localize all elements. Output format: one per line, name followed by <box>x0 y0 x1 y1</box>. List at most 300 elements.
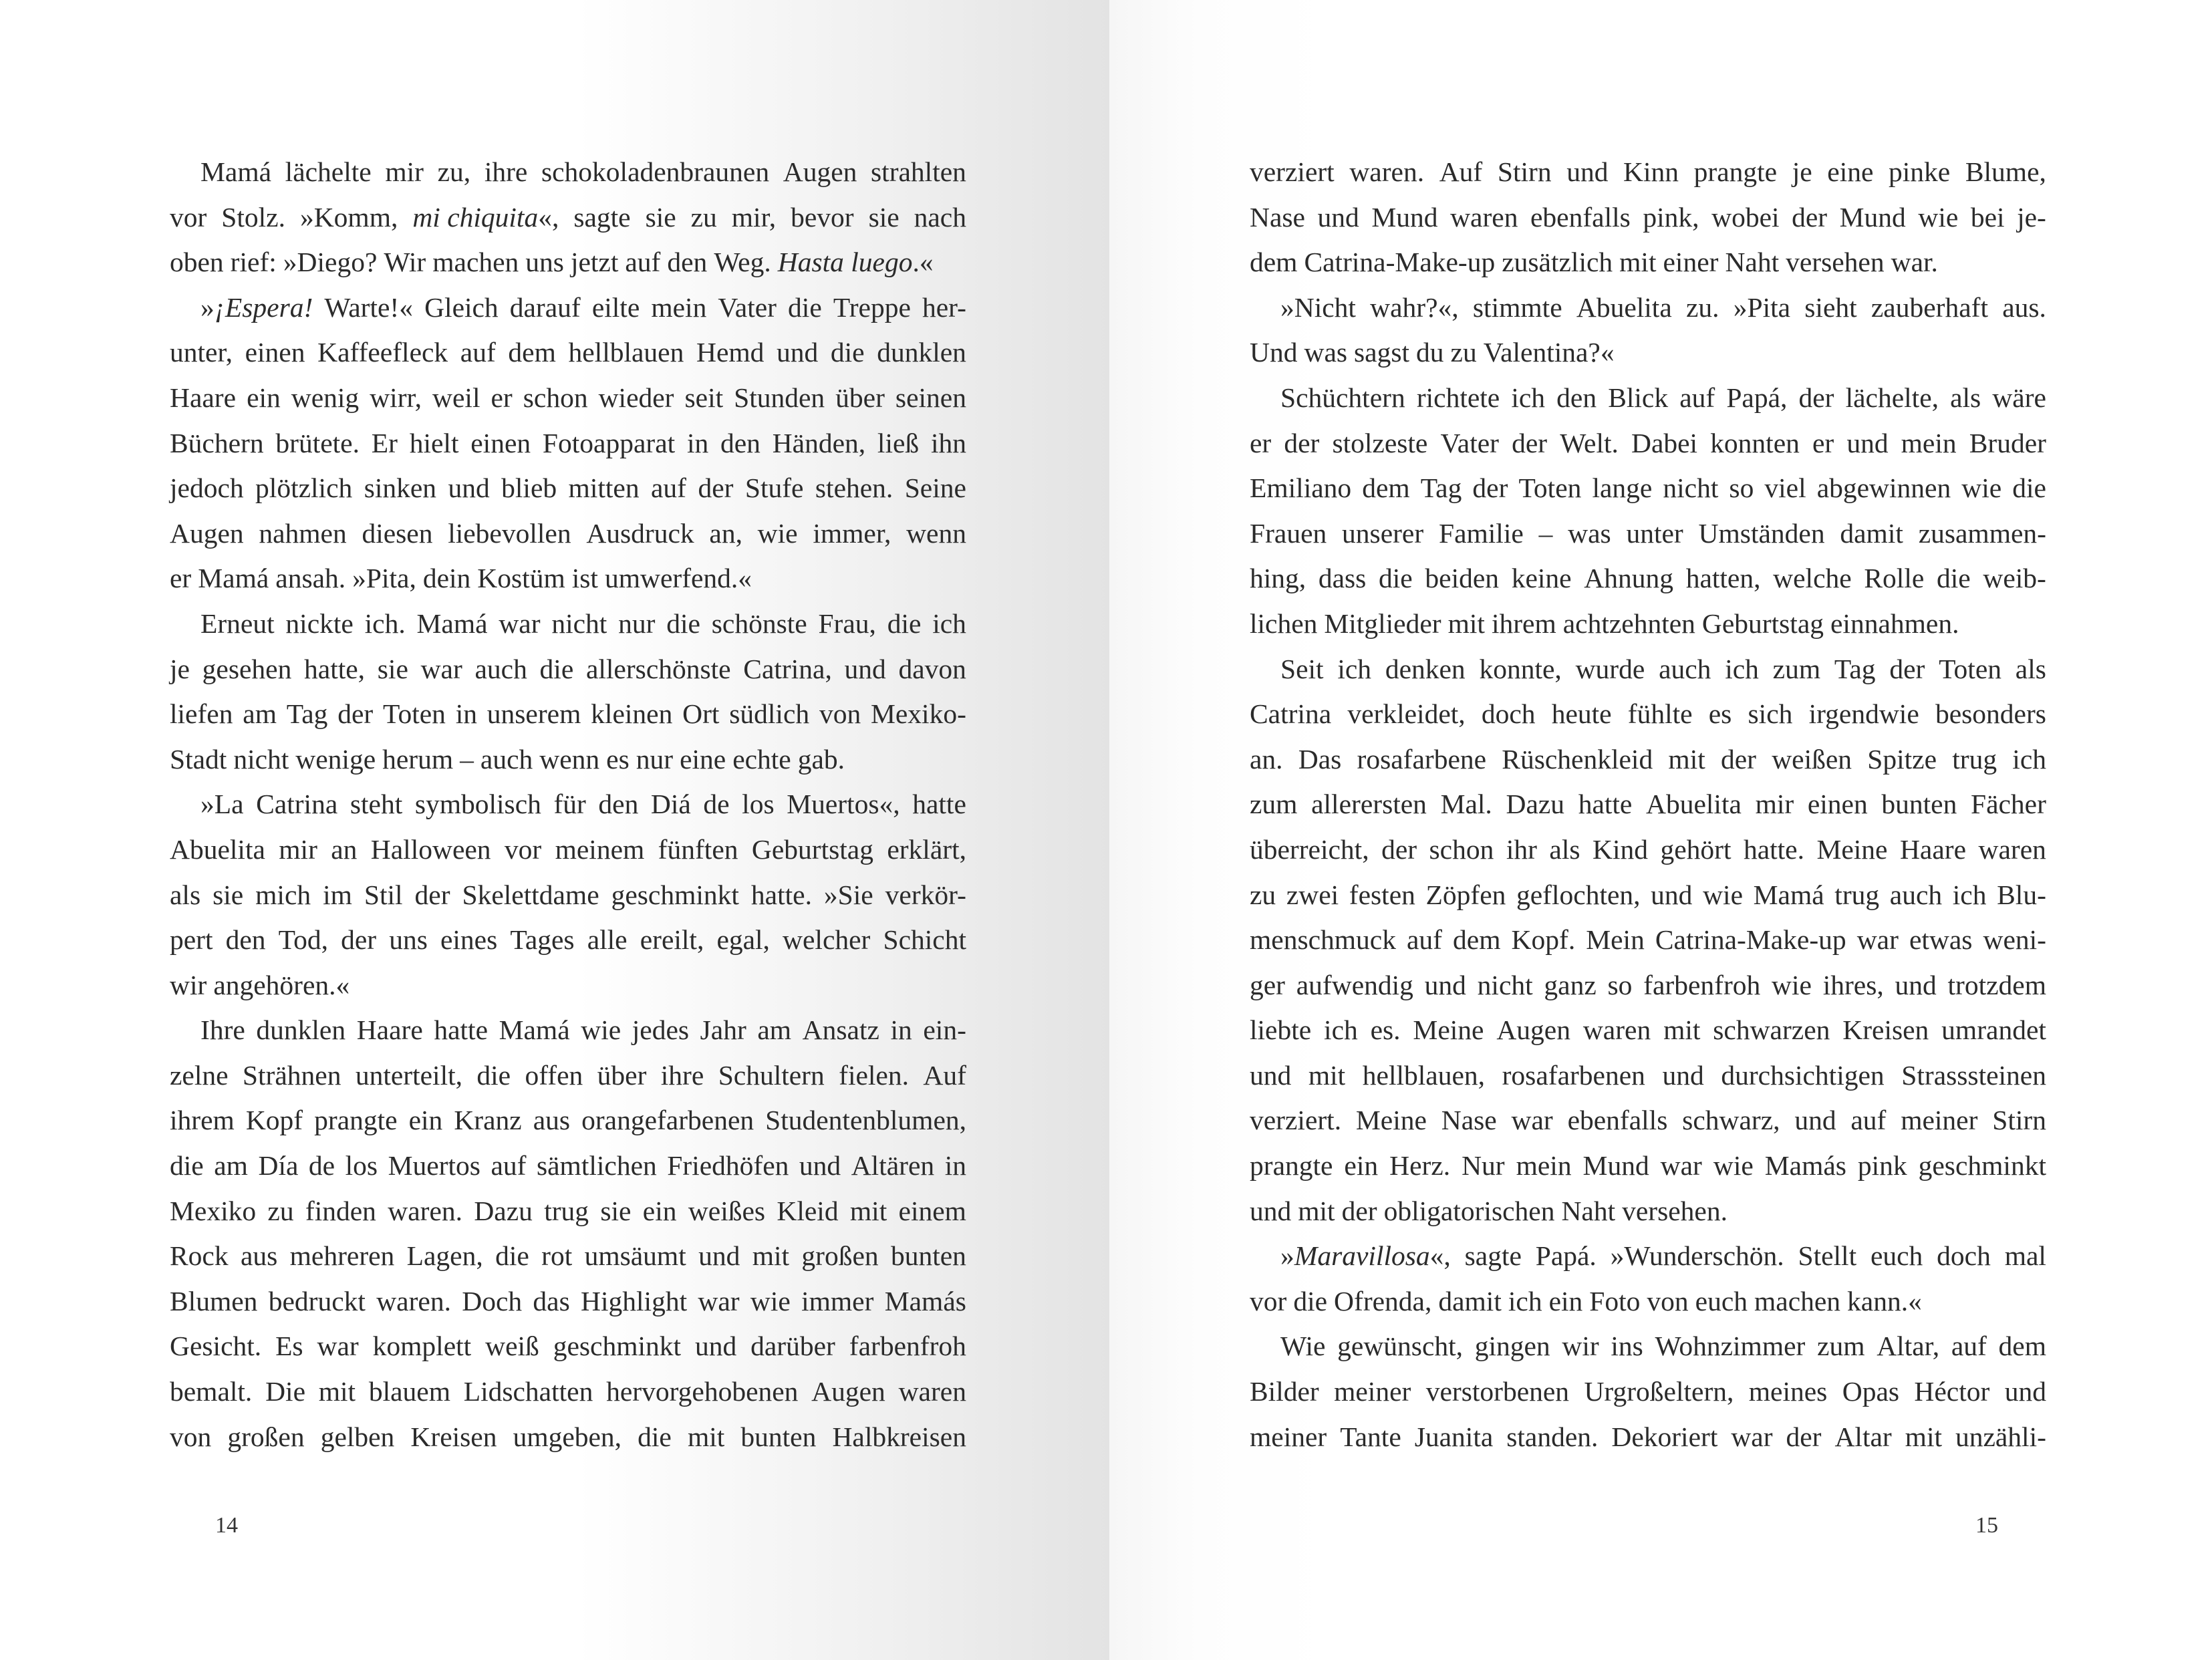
word: Opas <box>1842 1376 1900 1407</box>
word: einen <box>1807 789 1868 820</box>
word: der <box>341 924 377 956</box>
word: mit <box>1447 607 1485 639</box>
word: hatte <box>912 789 966 820</box>
word: allerersten <box>1311 789 1427 820</box>
word: Altar, <box>1877 1331 1940 1362</box>
text-line <box>1250 195 2046 241</box>
word: etwas <box>1909 924 1973 956</box>
text-line <box>1250 1324 2046 1369</box>
word: sagst <box>1354 337 1410 368</box>
text-line <box>1250 511 2046 557</box>
word: Mund <box>1839 201 1906 233</box>
word: ich <box>1324 1014 1358 1046</box>
word: damit <box>1840 517 1903 549</box>
word: mein <box>1901 427 1957 458</box>
word: meines <box>1748 1376 1828 1407</box>
word: der <box>1341 1195 1377 1226</box>
word: sie <box>377 653 408 684</box>
word: und <box>698 1240 740 1272</box>
word: verkleidet, <box>1347 698 1466 730</box>
word: eine <box>680 743 726 775</box>
word: hatte. <box>750 879 812 910</box>
word: Fotoapparat <box>542 427 676 458</box>
word: dem <box>1453 924 1501 956</box>
word: zelne <box>170 1059 229 1091</box>
word: Héctor <box>1914 1376 1990 1407</box>
word: lächelte, <box>1845 382 1939 413</box>
word: verziert <box>1250 156 1335 187</box>
word: verkör- <box>885 879 966 910</box>
word: nicht <box>1663 472 1719 504</box>
word: prangte <box>1250 1150 1333 1182</box>
word: Rüschenkleid <box>1502 743 1653 775</box>
word: am <box>243 698 277 730</box>
word: schokoladenbraunen <box>541 156 770 187</box>
word: gelben <box>320 1421 395 1452</box>
word: nicht <box>1477 969 1533 1000</box>
word: symbolisch <box>414 789 541 820</box>
word: fünften <box>658 833 738 865</box>
word: Papá, <box>1726 382 1788 413</box>
word: zusammen- <box>1918 517 2046 549</box>
text-line <box>1250 1369 2046 1415</box>
word: der <box>1798 382 1834 413</box>
word: hatten, <box>1685 563 1761 594</box>
word: die <box>1936 563 1971 594</box>
word: und <box>1651 879 1693 910</box>
word: am <box>214 1150 248 1182</box>
word: welche <box>1773 563 1852 594</box>
word: »Maravillosa«, <box>1280 1240 1451 1272</box>
word: beiden <box>1425 563 1500 594</box>
word: Mamá <box>416 607 488 639</box>
right-page <box>1109 0 2212 1660</box>
word: ins <box>1611 1331 1643 1362</box>
text-line <box>170 1324 966 1369</box>
word: umsäumt <box>584 1240 686 1272</box>
word: war <box>1511 1105 1553 1136</box>
word: jetzt <box>570 247 619 278</box>
word: stolzeste <box>1332 427 1428 458</box>
word: gingen <box>1474 1331 1550 1362</box>
word: nach <box>914 201 966 233</box>
text-line <box>170 466 966 511</box>
text-line <box>170 1279 966 1325</box>
word: Strasssteinen <box>1901 1059 2046 1091</box>
word: Nase <box>1441 1105 1497 1136</box>
word: war <box>420 653 462 684</box>
word: ein <box>642 1195 677 1226</box>
word: Haare <box>356 1014 423 1046</box>
word: Fächer <box>1971 789 2046 820</box>
word: war <box>499 607 541 639</box>
word: Mamá <box>499 1014 570 1046</box>
word: Día <box>258 1150 299 1182</box>
word: und <box>799 1150 841 1182</box>
word: die <box>666 607 700 639</box>
word: je <box>170 653 190 684</box>
word: Spitze <box>1867 743 1937 775</box>
text-line <box>1250 1189 2046 1234</box>
word: menschmuck <box>1250 924 1396 956</box>
word: ich <box>1337 653 1372 684</box>
word: machen <box>1754 1285 1841 1317</box>
word: den <box>225 924 266 956</box>
word: »¡Espera! <box>200 291 313 323</box>
word: die <box>638 1421 672 1452</box>
word: bunten <box>1881 789 1957 820</box>
word: war. <box>1891 247 1938 278</box>
word: sagte <box>573 201 631 233</box>
word: und <box>1566 156 1609 187</box>
word: Und <box>1250 337 1298 368</box>
word: zu, <box>437 156 471 187</box>
word: mit <box>752 1240 790 1272</box>
text-line <box>1250 466 2046 511</box>
word: Catrina <box>256 789 338 820</box>
word: Dekoriert <box>1611 1421 1718 1452</box>
word: Er <box>371 427 398 458</box>
word: Umständen <box>1698 517 1825 549</box>
word: vor <box>504 833 542 865</box>
word: doch <box>1481 698 1536 730</box>
word: dunklen <box>256 1014 346 1046</box>
word: nicht <box>551 607 607 639</box>
word: der <box>1786 1421 1822 1452</box>
word: Catrina-Make-up <box>1655 924 1846 956</box>
word: bunten <box>890 1240 966 1272</box>
word: Meine <box>1816 833 1888 865</box>
word: offen <box>525 1059 583 1091</box>
word: egal, <box>716 924 770 956</box>
word: und <box>1662 1059 1704 1091</box>
word: damit <box>1438 1285 1502 1317</box>
word: Schicht <box>883 924 966 956</box>
word: Hemd <box>696 337 765 368</box>
word: Kleid <box>777 1195 839 1226</box>
text-line <box>170 873 966 918</box>
text-line <box>1250 827 2046 873</box>
text-line <box>170 1415 966 1460</box>
text-line <box>170 827 966 873</box>
word: waren <box>898 1376 966 1407</box>
word: zusätzlich <box>1502 247 1613 278</box>
word: ihrem <box>170 1105 235 1136</box>
word: Haare <box>1899 833 1967 865</box>
word: euch <box>1695 1285 1748 1317</box>
word: immer <box>801 1285 874 1317</box>
word: richtete <box>1416 382 1500 413</box>
text-line <box>170 1053 966 1099</box>
word: Geburtstag <box>1701 607 1824 639</box>
word: wie <box>581 1014 621 1046</box>
word: ihr <box>1506 833 1537 865</box>
word: wäre <box>1992 382 2046 413</box>
word: Seine <box>904 472 966 504</box>
word: dass <box>1318 563 1367 594</box>
left-page-text <box>170 150 966 1460</box>
word: liefen <box>170 698 233 730</box>
word: »Diego? <box>283 247 378 278</box>
word: achtzehnten <box>1562 607 1695 639</box>
word: Mamá <box>1753 879 1824 910</box>
word: Kopf <box>245 1105 303 1136</box>
word: Familie <box>1438 517 1524 549</box>
word: als <box>1549 833 1580 865</box>
word: eine <box>1827 156 1874 187</box>
text-line <box>1250 1098 2046 1143</box>
word: dunklen <box>877 337 966 368</box>
word: einer <box>1663 247 1719 278</box>
word: obligatorischen <box>1383 1195 1555 1226</box>
word: herum <box>382 743 454 775</box>
word: meiner <box>1334 1376 1411 1407</box>
word: prangte <box>1693 156 1778 187</box>
word: Juanita <box>1414 1421 1494 1452</box>
word: zwei <box>1286 879 1339 910</box>
word: Gleich <box>424 291 499 323</box>
word: pert <box>170 924 213 956</box>
word: ihre <box>484 156 528 187</box>
word: »Wunderschön. <box>1610 1240 1784 1272</box>
word: sagte <box>1464 1240 1522 1272</box>
word: dem <box>1362 472 1410 504</box>
word: Treppe <box>833 291 911 323</box>
word: Tages <box>510 924 575 956</box>
word: einem <box>898 1195 966 1226</box>
word: mir <box>1755 789 1794 820</box>
word: sie <box>213 879 244 910</box>
word: nickte <box>285 607 354 639</box>
word: hielt <box>409 427 459 458</box>
word: vor <box>1250 1285 1287 1317</box>
word: Toten <box>1939 653 2001 684</box>
word: Mamás <box>884 1285 966 1317</box>
word: Geburtstag <box>751 833 873 865</box>
word: farbenfroh <box>849 1331 966 1362</box>
word: er <box>1250 427 1272 458</box>
word: schon <box>523 382 588 413</box>
word: mit <box>1663 1014 1701 1046</box>
text-line <box>170 692 966 737</box>
word: zum <box>1250 789 1298 820</box>
word: Ofrenda, <box>1334 1285 1432 1317</box>
word: Erneut <box>200 607 275 639</box>
word: Catrina, <box>743 653 832 684</box>
text-line <box>1250 1415 2046 1460</box>
word: ist <box>571 563 598 594</box>
text-line <box>1250 285 2046 331</box>
word: wie <box>1961 472 2002 504</box>
text-line <box>170 1369 966 1415</box>
word: stimmte <box>1472 291 1562 323</box>
word: seit <box>684 382 724 413</box>
right-page-number: 15 <box>1975 1513 1998 1538</box>
word: Nase <box>1250 201 1305 233</box>
text-line <box>170 1143 966 1189</box>
text-line <box>170 1098 966 1143</box>
word: an <box>331 833 358 865</box>
word: rot <box>541 1240 573 1272</box>
word: Wie <box>1280 1331 1326 1362</box>
word: Warte!« <box>324 291 413 323</box>
word: dem <box>508 337 556 368</box>
word: Muertos <box>388 1150 480 1182</box>
word: es. <box>1370 1014 1401 1046</box>
word: Valentina?« <box>1483 337 1615 368</box>
word: »Pita, <box>352 563 416 594</box>
word: Büchern <box>170 427 264 458</box>
word: Zöpfen <box>1425 879 1506 910</box>
word: mit <box>1668 743 1705 775</box>
text-line <box>1250 692 2046 737</box>
word: es <box>606 743 630 775</box>
word: Ort <box>682 698 720 730</box>
word: großen <box>227 1421 305 1452</box>
word: was <box>1568 517 1611 549</box>
word: liebevollen <box>448 517 571 549</box>
word: vor <box>170 201 207 233</box>
word: und <box>1895 969 1937 1000</box>
word: fühlte <box>1627 698 1693 730</box>
word: lange <box>1592 472 1653 504</box>
word: Tag <box>1420 472 1462 504</box>
word: er <box>1812 427 1834 458</box>
word: gesehen <box>202 653 292 684</box>
word: Naht <box>1561 1195 1616 1226</box>
word: es <box>1708 698 1732 730</box>
word: sie <box>645 201 676 233</box>
word: mitten <box>568 472 640 504</box>
text-line <box>1250 601 2046 647</box>
word: ihrem <box>1491 607 1556 639</box>
word: jedoch <box>170 472 244 504</box>
word: farbenfroh <box>1643 969 1761 1000</box>
text-line <box>170 285 966 331</box>
text-line <box>170 601 966 647</box>
word: unzähli- <box>1955 1421 2046 1452</box>
text-line <box>170 556 966 601</box>
word: wie <box>750 1285 791 1317</box>
word: was <box>1304 337 1348 368</box>
word: zu <box>1250 879 1276 910</box>
word: Dabei <box>1631 427 1698 458</box>
text-line <box>170 647 966 692</box>
word: die <box>887 607 922 639</box>
word: und <box>777 337 819 368</box>
word: hervorgehobenen <box>606 1376 799 1407</box>
word: umwerfend.« <box>604 563 752 594</box>
word: weib- <box>1983 563 2046 594</box>
text-line <box>170 376 966 421</box>
word: wurde <box>1575 653 1645 684</box>
word: weiß <box>485 1331 539 1362</box>
word: »Sie <box>823 879 873 910</box>
word: Studentenblumen, <box>765 1105 966 1136</box>
word: Muertos«, <box>787 789 900 820</box>
word: wie <box>1713 1150 1754 1182</box>
word: wir <box>170 969 207 1000</box>
word: dein <box>422 563 471 594</box>
word: und <box>2004 1376 2046 1407</box>
word: sämtlichen <box>536 1150 657 1182</box>
word: – <box>460 743 474 775</box>
word: hellblauen <box>568 337 684 368</box>
word: Kopf. <box>1511 924 1576 956</box>
word: diesen <box>362 517 433 549</box>
word: Weg. <box>714 247 771 278</box>
word: Augen <box>811 1376 885 1407</box>
text-line <box>1250 330 2046 376</box>
word: und <box>1250 1195 1292 1226</box>
word: geschminkt <box>1918 1150 2046 1182</box>
word: steht <box>350 789 403 820</box>
word: trug <box>1952 743 1997 775</box>
text-line <box>1250 240 2046 285</box>
text-line <box>170 1189 966 1234</box>
word: keine <box>1511 563 1572 594</box>
word: die <box>1379 563 1413 594</box>
word: Seit <box>1280 653 1324 684</box>
text-line <box>170 918 966 963</box>
word: den <box>667 247 708 278</box>
word: auf <box>625 247 661 278</box>
word: liebte <box>1250 1014 1312 1046</box>
word: Abuelita <box>170 833 265 865</box>
right-page-text <box>1250 150 2046 1460</box>
word: ebenfalls <box>1530 201 1631 233</box>
word: Herz. <box>1389 1150 1451 1182</box>
word: Toten <box>383 698 446 730</box>
word: waren. <box>1349 156 1425 187</box>
word: irgendwie <box>1808 698 1919 730</box>
word: zum <box>1817 1331 1865 1362</box>
word: Gesicht. <box>170 1331 262 1362</box>
word: auf <box>651 472 687 504</box>
word: Wohnzimmer <box>1655 1331 1806 1362</box>
word: auf <box>1679 382 1715 413</box>
word: versehen. <box>1622 1195 1727 1226</box>
word: Mexiko- <box>870 698 966 730</box>
word: Mamá <box>198 563 269 594</box>
word: und <box>448 472 490 504</box>
word: so <box>1607 969 1633 1000</box>
word: festen <box>1349 879 1415 910</box>
text-line <box>1250 873 2046 918</box>
word: Skelettdame <box>462 879 599 910</box>
word: uns <box>389 924 428 956</box>
word: Kaffeefleck <box>317 337 448 368</box>
word: Frauen <box>1250 517 1327 549</box>
word: Welt. <box>1560 427 1619 458</box>
word: unter <box>1626 517 1683 549</box>
word: der <box>1720 743 1756 775</box>
word: schon <box>1429 833 1494 865</box>
word: machen <box>432 247 519 278</box>
word: pink <box>1857 1150 1907 1182</box>
word: war <box>317 1331 359 1362</box>
word: den <box>598 789 639 820</box>
word: Lidschatten <box>463 1376 593 1407</box>
word: gehört <box>1660 833 1732 865</box>
word: hatte <box>434 1014 489 1046</box>
word: geschminkt <box>553 1331 682 1362</box>
word: der <box>337 698 374 730</box>
word: wobei <box>1711 201 1780 233</box>
word: der <box>1792 201 1828 233</box>
word: die <box>476 1059 511 1091</box>
word: und <box>694 1331 737 1362</box>
